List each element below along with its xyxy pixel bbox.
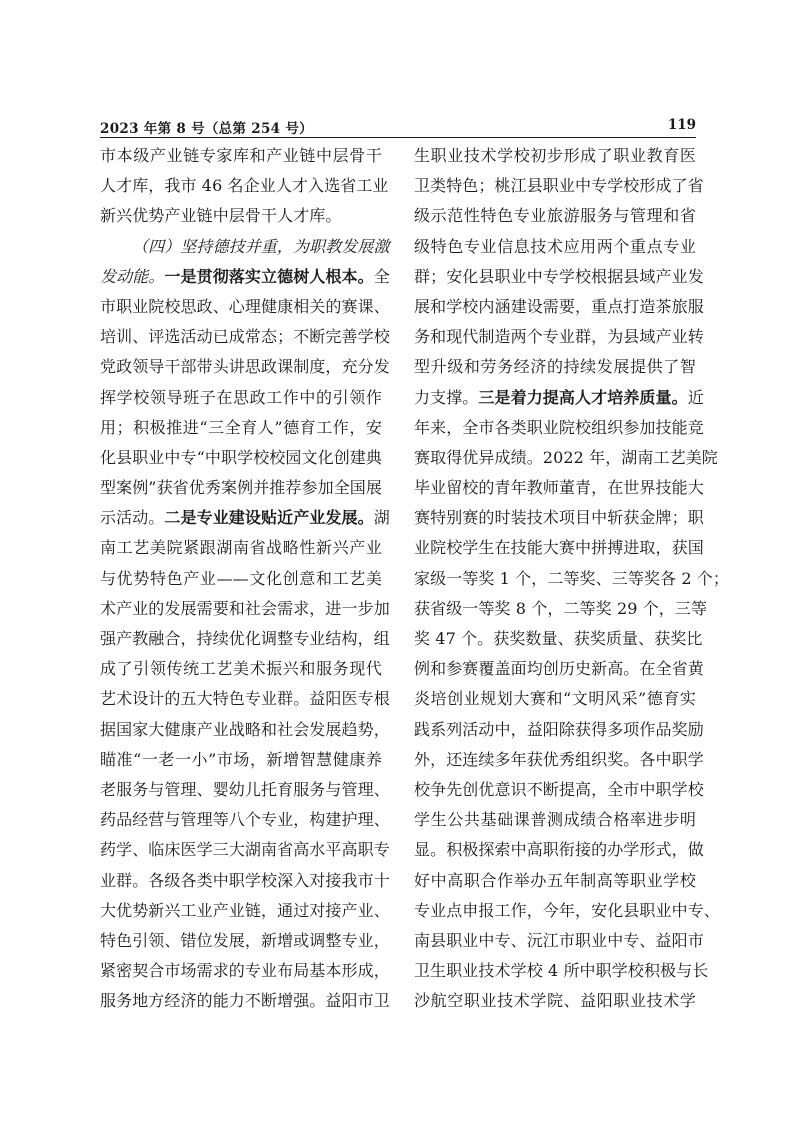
body-text: 药学、临床医学三大湖南省高水平高职专 <box>100 840 390 860</box>
text-line <box>414 866 696 896</box>
body-text: 党政领导干部带头讲思政课制度，充分发 <box>100 357 390 377</box>
body-text: 南县职业中专、沅江市职业中专、益阳市 <box>414 930 704 950</box>
body-text: 毕业留校的青年教师董青，在世界技能大 <box>414 478 704 498</box>
text-line <box>100 352 390 382</box>
body-text: 专业点申报工作，今年，安化县职业中专、 <box>414 900 720 920</box>
page-header <box>100 117 696 137</box>
text-line <box>100 896 390 926</box>
body-text: 显。积极探索中高职衔接的办学形式，做 <box>414 840 704 860</box>
text-line <box>100 473 382 503</box>
text-line <box>414 322 704 352</box>
bold-heading-text: 三是着力提高人才培养质量。 <box>478 387 688 407</box>
text-line <box>414 171 704 201</box>
text-line <box>414 715 704 745</box>
body-text: 老服务与管理、婴幼儿托育服务与管理、 <box>100 779 390 799</box>
text-line <box>100 171 389 201</box>
body-text: 级特色专业信息技术应用两个重点专业 <box>414 236 696 256</box>
bold-heading-text: 二是专业建设贴近产业发展。 <box>164 508 374 528</box>
body-text: 展和学校内涵建设需要，重点打造茶旅服 <box>414 296 704 316</box>
body-text: 市职业院校思政、心理健康相关的赛课、 <box>100 296 390 316</box>
body-text: 新兴优势产业链中层骨干人才库。 <box>100 206 342 226</box>
body-text: 务和现代制造两个专业群，为县域产业转 <box>414 327 704 347</box>
body-text: 校争先创优意识不断提高，全市中职学校 <box>414 779 704 799</box>
body-text: 力支撑。 <box>414 387 479 407</box>
text-line <box>100 835 390 865</box>
text-line <box>414 926 704 956</box>
body-text: 大优势新兴工业产业链，通过对接产业、 <box>100 900 390 920</box>
text-line <box>414 624 703 654</box>
text-line <box>414 805 696 835</box>
body-text: 人才库，我市 46 名企业人才入选省工业 <box>100 176 389 196</box>
body-text: 培训、评选活动已成常态；不断完善学校 <box>100 327 390 347</box>
text-line <box>414 201 696 231</box>
body-text: 据国家大健康产业战略和社会发展趋势， <box>100 719 390 739</box>
text-line <box>100 654 382 684</box>
text-line <box>414 232 696 262</box>
body-text: 卫生职业技术学校 4 所中职学校积极与长 <box>414 961 709 981</box>
body-text: 型升级和劳务经济的持续发展提供了智 <box>414 357 696 377</box>
text-line <box>100 564 382 594</box>
text-line <box>414 383 704 413</box>
text-line <box>414 956 709 986</box>
text-line <box>100 322 390 352</box>
text-line <box>100 201 382 231</box>
text-line <box>414 684 696 714</box>
text-line <box>100 624 390 654</box>
body-text: 化县职业中专“中职学校校园文化创建典 <box>100 447 382 467</box>
text-line <box>100 926 390 956</box>
body-text: 赛特别赛的时装技术项目中斩获金牌；职 <box>414 508 704 528</box>
text-line <box>414 835 704 865</box>
body-text: 炎培创业规划大赛和“文明风采”德育实 <box>414 689 696 709</box>
text-line <box>100 956 390 986</box>
body-text: 学生公共基础课普测成绩合格率进步明 <box>414 810 696 830</box>
text-line <box>100 684 390 714</box>
text-line <box>100 292 390 322</box>
page-number: 119 <box>667 117 696 133</box>
text-line <box>100 594 390 624</box>
text-line <box>100 775 390 805</box>
text-line <box>414 473 704 503</box>
text-line <box>100 715 390 745</box>
text-line <box>414 594 708 624</box>
text-line <box>100 986 390 1016</box>
body-text: 成了引领传统工艺美术振兴和服务现代 <box>100 659 382 679</box>
header-rule <box>100 137 696 138</box>
body-text: 市本级产业链专家库和产业链中层骨干 <box>100 146 382 165</box>
body-text: 用；积极推进“三全育人”德育工作，安 <box>100 417 382 437</box>
body-text: 获省级一等奖 8 个，二等奖 29 个，三等 <box>414 598 708 618</box>
text-line <box>414 775 704 805</box>
text-line <box>414 262 704 292</box>
body-text: 级示范性特色专业旅游服务与管理和省 <box>414 206 696 226</box>
text-line <box>100 413 382 443</box>
body-text: 好中高职合作举办五年制高等职业学校 <box>414 870 696 890</box>
text-line <box>100 383 382 413</box>
body-text: 特色引领、错位发展，新增或调整专业， <box>100 930 390 950</box>
text-line <box>100 533 382 563</box>
text-line <box>100 262 390 292</box>
body-text: 服务地方经济的能力不断增强。益阳市卫 <box>100 991 390 1011</box>
text-line <box>100 805 390 835</box>
body-text: 湖 <box>373 508 390 528</box>
text-line <box>414 533 704 563</box>
text-line <box>414 564 730 594</box>
body-text: 年来，全市各类职业院校组织参加技能竞 <box>414 417 704 437</box>
section-heading-text: （四）坚持德技并重，为职教发展激 <box>132 236 390 256</box>
text-line <box>414 292 704 322</box>
body-text: 南工艺美院紧跟湖南省战略性新兴产业 <box>100 538 382 558</box>
section-heading-text: 发动能。 <box>100 266 165 286</box>
body-text: 外，还连续多年获优秀组织奖。各中职学 <box>414 749 704 769</box>
issue-label: 2023 年第 8 号（总第 254 号） <box>100 121 313 137</box>
body-text: 瞄准“一老一小”市场，新增智慧健康养 <box>100 749 382 769</box>
text-line <box>414 986 696 1016</box>
right-text-column <box>414 141 730 1041</box>
text-line <box>414 141 696 171</box>
body-text: 药品经营与管理等八个专业，构建护理、 <box>100 810 390 830</box>
body-text: 强产教融合，持续优化调整专业结构，组 <box>100 629 390 648</box>
body-text: 示活动。 <box>100 508 165 528</box>
body-text: 沙航空职业技术学院、益阳职业技术学 <box>414 991 696 1011</box>
text-line <box>100 443 382 473</box>
body-text: 与优势特色产业——文化创意和工艺美 <box>100 568 382 588</box>
text-line <box>414 745 704 775</box>
body-text: 业院校学生在技能大赛中拼搏进取，获国 <box>414 538 704 558</box>
text-line <box>414 654 704 684</box>
left-text-column <box>100 141 390 1041</box>
body-text: 全 <box>373 266 390 286</box>
text-line <box>100 745 382 775</box>
text-line <box>100 232 390 262</box>
body-text: 家级一等奖 1 个，二等奖、三等奖各 2 个； <box>414 568 730 588</box>
body-text: 术产业的发展需要和社会需求，进一步加 <box>100 598 390 618</box>
text-line <box>100 866 390 896</box>
text-line <box>100 141 382 171</box>
body-text: 生职业技术学校初步形成了职业教育医 <box>414 146 696 165</box>
body-text: 例和参赛覆盖面均创历史新高。在全省黄 <box>414 659 704 679</box>
body-text: 卫类特色；桃江县职业中专学校形成了省 <box>414 176 704 196</box>
text-line <box>100 503 390 533</box>
text-line <box>414 503 704 533</box>
text-line <box>414 443 718 473</box>
bold-heading-text: 一是贯彻落实立德树人根本。 <box>164 266 374 286</box>
body-text: 业群。各级各类中职学校深入对接我市十 <box>100 870 390 890</box>
text-line <box>414 352 696 382</box>
text-line <box>414 896 720 926</box>
body-text: 践系列活动中，益阳除获得多项作品奖励 <box>414 719 704 739</box>
body-text: 奖 47 个。获奖数量、获奖质量、获奖比 <box>414 629 703 648</box>
body-text: 紧密契合市场需求的专业布局基本形成， <box>100 961 390 981</box>
body-text: 赛取得优异成绩。2022 年，湖南工艺美院 <box>414 447 718 467</box>
text-line <box>414 413 704 443</box>
body-text: 近 <box>687 387 704 407</box>
body-text: 型案例”获省优秀案例并推荐参加全国展 <box>100 478 382 498</box>
body-text: 艺术设计的五大特色专业群。益阳医专根 <box>100 689 390 709</box>
body-text: 挥学校领导班子在思政工作中的引领作 <box>100 387 382 407</box>
body-text: 群；安化县职业中专学校根据县域产业发 <box>414 266 704 286</box>
